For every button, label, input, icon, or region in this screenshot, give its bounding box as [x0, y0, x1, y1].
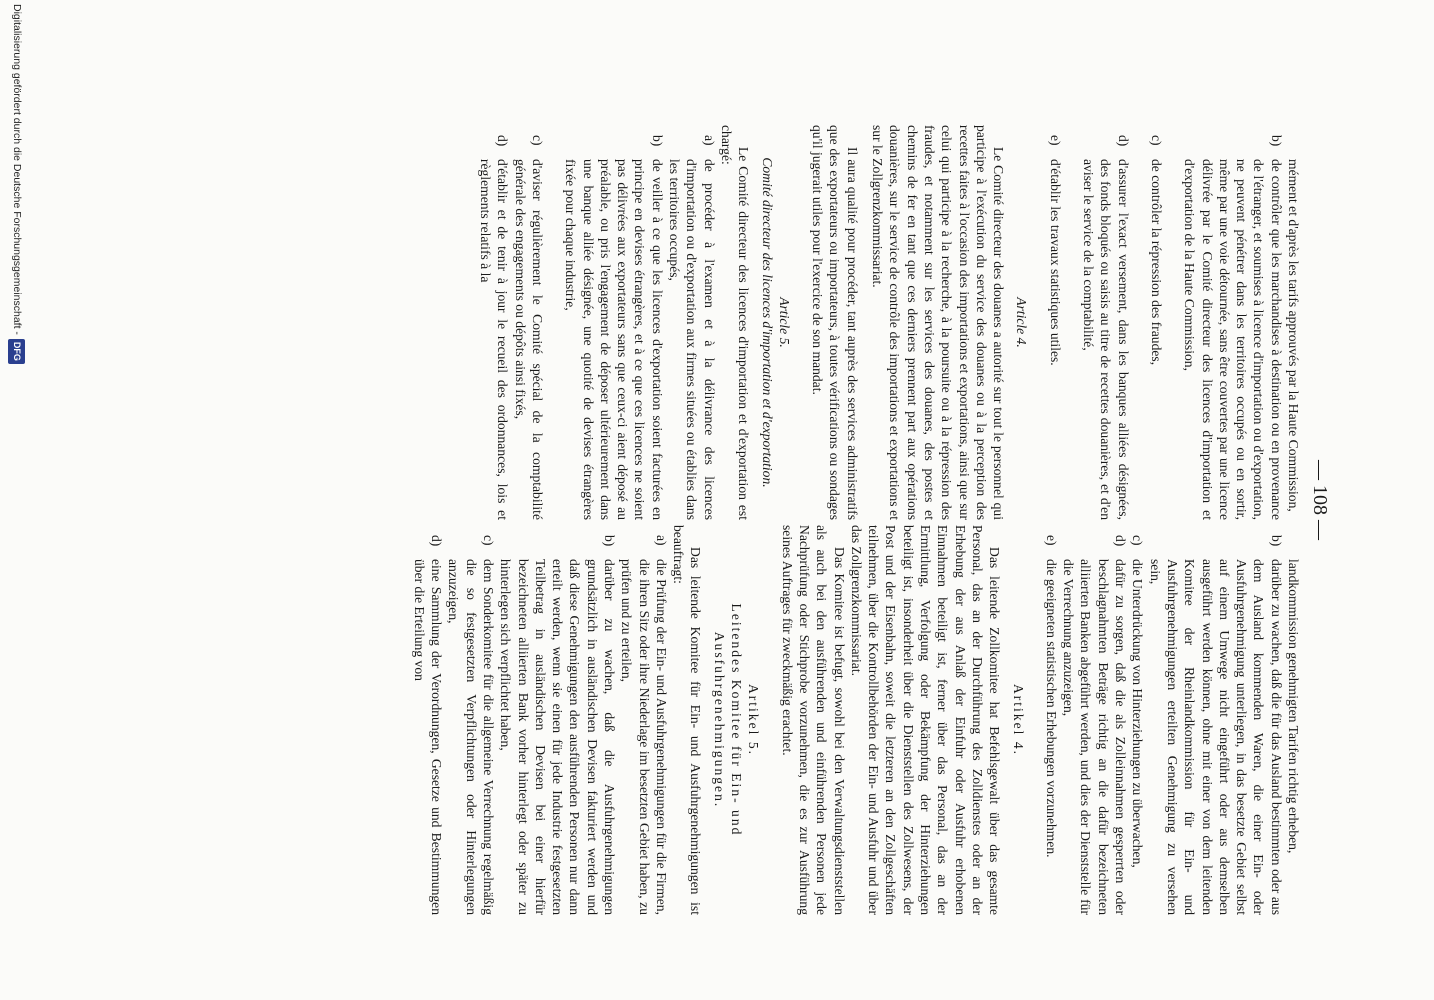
- paragraph: mément et d'après les tarifs approuvés par la Haute Commission,: [1286, 159, 1301, 512]
- list-item: [1043, 525, 1060, 915]
- list-item: [562, 125, 666, 520]
- paragraph: Das leitende Zollkomitee hat Befehlsgewalt über das gesamte Personal, das an der Durchführung des Zolldienstes oder an der Erhebung der aus Anlaß der Einfuhr oder Ausfuhr erhobenen Einnahmen beteiligt ist, ferner über das Personal, das an der Ermittlung, Verfolgung oder Bekämpfung der Hinterziehungen beteiligt ist, insonderheit über die Dienststellen des Zollwesens, der Post und der Eisenbahn, soweit die letzteren an den Zollgeschäften teilnehmen, über die Kontrollbehörden der Ein- und Ausfuhr und über das Zollgrenzkommissariat.: [848, 525, 1003, 915]
- page-number: — 108 —: [1309, 460, 1331, 540]
- list-item: [497, 525, 618, 915]
- item-label: b): [1268, 535, 1284, 547]
- item-label: c): [530, 135, 546, 146]
- item-text: d'aviser régulièrement le Comité spécial de la comptabilité générale des engagements ou dépôts ainsi fixés,: [512, 159, 546, 520]
- item-label: e): [1047, 135, 1063, 146]
- item-label: d): [429, 535, 445, 547]
- item-text: de procéder à l'examen et à la délivrance des licences d'importation ou d'exportation aux firmes situées ou établies dans les territoires occupés,: [667, 159, 717, 520]
- item-text: eine Sammlung der Verordnungen, Gesetze und Bestimmungen über die Erteilung von: [411, 559, 445, 915]
- article-heading: Article 5.: [776, 297, 792, 348]
- item-text: die Unterdrückung von Hinterziehungen zu überwachen,: [1130, 559, 1146, 868]
- item-text: de veiller à ce que les licences d'exportation soient facturées en principe en devises étrangères, et à ce que ces licences ne soient pas délivrées aux exportateurs sans que ceux-ci aient déposé au préalable, ou pris l'engagement de déposer ultérieurement dans une banque alliée désignée, une quotité de devises étrangères fixée pour chaque industrie,: [563, 159, 665, 520]
- list-item: [410, 525, 445, 915]
- article-heading: Artikel 5.: [746, 683, 762, 757]
- item-label: d): [495, 135, 511, 147]
- item-label: c): [1130, 535, 1146, 546]
- list-item: [1146, 525, 1284, 915]
- list-item: [1148, 125, 1165, 520]
- item-text: dem Sonderkomitee für die allgemeine Verrechnung regelmäßig die so festgesetzten Verpflichtungen oder Hinterlegungen anzuzeigen,: [446, 559, 496, 915]
- item-text: darüber zu wachen, daß die für das Ausland bestimmten oder aus dem Ausland kommenden Waren, die einer Ein- oder Ausfuhrgenehmigung unterliegen, in das besetzte Gebiet selbst auf einem Umwege nicht eingeführt oder aus demselben ausgeführt werden können, ohne mit einer von dem leitenden Komitee der Rheinlandkommission für Ein- und Ausfuhrgenehmigungen erteilten Genehmigung zu versehen sein,: [1147, 559, 1284, 915]
- list-item: [1181, 125, 1285, 520]
- list-item: [445, 525, 497, 915]
- item-label: c): [480, 535, 496, 546]
- article-subtitle: Leitendes Komitee für Ein- und Ausfuhrgenehmigungen.: [711, 603, 745, 837]
- item-label: d): [1115, 135, 1131, 147]
- list-item: [618, 525, 670, 915]
- list-item: [1129, 525, 1146, 915]
- paragraph: Das leitende Komitee für Ein- und Ausfuhrgenehmigungen ist beauftragt:: [671, 525, 704, 915]
- item-label: c): [1148, 135, 1164, 146]
- item-label: b): [602, 535, 618, 547]
- paragraph: Le Comité directeur des licences d'importation et d'exportation est chargé:: [718, 125, 752, 520]
- paragraph: landkommission genehmigten Tarifen richtig erheben,: [1286, 559, 1301, 854]
- list-item: [477, 125, 512, 520]
- paragraph: Das Komitee ist befugt, sowohl bei den Verwaltungsdienststellen als auch bei den ausführenden und einführenden Personen jede Nachprüfung oder Stichprobe vorzunehmen, die es zur Ausführung seines Auftrages für zweckmäßig erachtet.: [779, 525, 847, 915]
- item-label: d): [1113, 535, 1129, 547]
- list-item: [511, 125, 546, 520]
- item-label: b): [1268, 135, 1284, 147]
- article-heading: Artikel 4.: [1010, 683, 1026, 757]
- item-text: de contrôler la répression des fraudes,: [1148, 159, 1164, 366]
- dfg-logo: DFG: [8, 339, 25, 364]
- item-text: darüber zu wachen, daß die Ausfuhrgenehmigungen grundsätzlich in ausländischen Devisen fakturiert werden und daß diese Genehmigungen den ausführenden Personen nur dann erteilt werden, wenn sie einen für jede Industrie festgesetzten Teilbetrag in ausländischen Devisen bei einer hierfür bezeichneten alliierten Bank vorher hinterlegt oder später zu hinterlegen sich verpflichtet haben,: [498, 559, 618, 915]
- digitization-footer: [8, 4, 25, 364]
- item-label: a): [701, 135, 717, 146]
- item-text: die geeigneten statistischen Erhebungen vorzunehmen.: [1043, 559, 1059, 858]
- item-text: dafür zu sorgen, daß die als Zolleinnahmen gesperrten oder beschlagnahmten Beträge richtig an die dafür bezeichneten alliierten Banken abgeführt werden, und dies der Dienststelle für die Verrechnung anzuzeigen,: [1061, 559, 1129, 915]
- list-item: [1046, 125, 1063, 520]
- article-subtitle: Comité directeur des licences d'importation et d'exportation.: [759, 157, 775, 488]
- item-text: d'assurer l'exact versement, dans les banques alliées désignées, des fonds bloqués ou saisis au titre de recettes douanières, et d'en aviser le service de la comptabilité,: [1081, 159, 1131, 520]
- paragraph: Il aura qualité pour procéder, tant auprès des services administratifs que des exportateurs ou importateurs, à toutes vérifications ou sondages qu'il jugerait utiles pour l'exercice de son mandat.: [810, 125, 860, 520]
- item-text: d'établir les travaux statistiques utiles.: [1047, 159, 1063, 366]
- item-label: e): [1043, 535, 1059, 546]
- item-text: de contrôler que les marchandises à destination ou en provenance de l'étranger, et soumises à licence d'importation ou d'exportation, ne peuvent pénétrer dans les territoires occupés ou en sortir, même par une voie détournée, sans être couvertes par une licence délivrée par le Comité directeur des licences d'importation et d'exportation de la Haute Commission,: [1182, 159, 1284, 520]
- german-column: [410, 525, 1302, 915]
- french-column: [477, 125, 1302, 520]
- footer-text: Digitalisierung gefördert durch die Deutsche Forschungsgemeinschaft -: [11, 4, 24, 335]
- item-label: a): [653, 535, 669, 546]
- item-text: die Prüfung der Ein- und Ausfuhrgenehmigungen für die Firmen, die ihren Sitz oder ihre Niederlage im besetzten Gebiet haben, zu prüfen und zu erteilen,: [619, 559, 669, 915]
- list-item: [1080, 125, 1132, 520]
- list-item: [1060, 525, 1129, 915]
- paragraph: Le Comité directeur des douanes a autorité sur tout le personnel qui participe à l'exécution du service des douanes ou à la perception des recettes faites à l'occasion des importations et exportations, ainsi que sur celui qui participe à la recherche, à la poursuite ou à la répression des fraudes, et notamment sur les services des douanes, des postes et chemins de fer en tant que ces derniers prennent part aux opérations douanières, sur le service de contrôle des importations et exportations et sur le Zollgrenzkommissariat.: [870, 125, 1007, 520]
- item-text: d'établir et de tenir à jour le recueil des ordonnances, lois et règlements relatifs à la: [478, 159, 511, 520]
- article-heading: Article 4.: [1014, 297, 1030, 348]
- list-item: [666, 125, 718, 520]
- item-label: b): [649, 135, 665, 147]
